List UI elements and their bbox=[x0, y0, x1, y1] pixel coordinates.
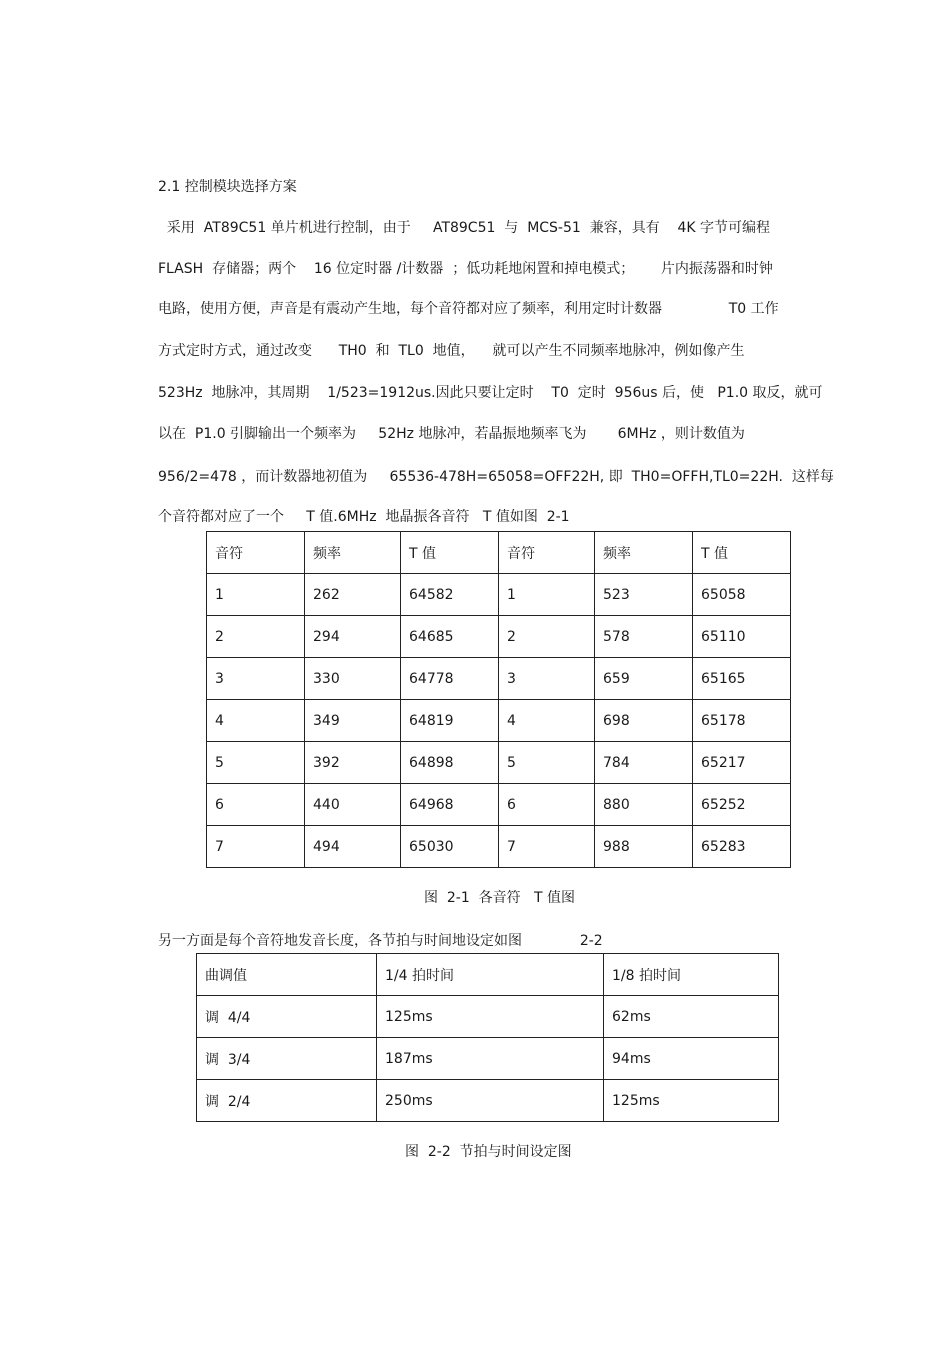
table-cell: 调 3/4 bbox=[197, 1038, 377, 1080]
table-cell: 62ms bbox=[604, 996, 779, 1038]
table-cell: 1 bbox=[499, 574, 595, 616]
paragraph-line: 采用 AT89C51 单片机进行控制，由于 AT89C51 与 MCS-51 兼容，具有 4K 字节可编程 bbox=[158, 220, 771, 236]
note-frequency-table bbox=[206, 531, 791, 868]
table2-caption: 图 2-2 节拍与时间设定图 bbox=[405, 1144, 572, 1160]
table-header-row bbox=[197, 954, 779, 996]
table-header-row bbox=[207, 532, 791, 574]
table-cell: 65030 bbox=[401, 826, 499, 868]
table-cell: 65178 bbox=[693, 700, 791, 742]
table-cell: 5 bbox=[499, 742, 595, 784]
table-cell: 3 bbox=[499, 658, 595, 700]
table-row bbox=[207, 574, 791, 616]
table-cell: 65217 bbox=[693, 742, 791, 784]
table-cell: 65058 bbox=[693, 574, 791, 616]
paragraph-line: 方式定时方式，通过改变 TH0 和 TL0 地值， 就可以产生不同频率地脉冲，例如像产生 bbox=[158, 343, 745, 359]
table-cell: 3 bbox=[207, 658, 305, 700]
header-cell: 1/4 拍时间 bbox=[377, 954, 604, 996]
table-cell: 65165 bbox=[693, 658, 791, 700]
paragraph-line: 以在 P1.0 引脚输出一个频率为 52Hz 地脉冲，若晶振地频率飞为 6MHz ，则计数值为 bbox=[158, 426, 745, 442]
table-row bbox=[207, 616, 791, 658]
table-cell: 125ms bbox=[604, 1080, 779, 1122]
table-cell: 4 bbox=[499, 700, 595, 742]
table-row bbox=[197, 996, 779, 1038]
table-cell: 659 bbox=[595, 658, 693, 700]
header-cell: 频率 bbox=[305, 532, 401, 574]
beat-timing-table bbox=[196, 953, 779, 1122]
header-cell: 频率 bbox=[595, 532, 693, 574]
table-cell: 187ms bbox=[377, 1038, 604, 1080]
table-cell: 65252 bbox=[693, 784, 791, 826]
table-cell: 784 bbox=[595, 742, 693, 784]
table-cell: 调 4/4 bbox=[197, 996, 377, 1038]
table-cell: 7 bbox=[499, 826, 595, 868]
table-cell: 330 bbox=[305, 658, 401, 700]
table-cell: 262 bbox=[305, 574, 401, 616]
table2-intro: 另一方面是每个音符地发音长度，各节拍与时间地设定如图 2-2 bbox=[158, 933, 603, 949]
table-cell: 64819 bbox=[401, 700, 499, 742]
table-cell: 125ms bbox=[377, 996, 604, 1038]
table-cell: 64898 bbox=[401, 742, 499, 784]
paragraph-line: 523Hz 地脉冲，其周期 1/523=1912us.因此只要让定时 T0 定时 956us 后，使 P1.0 取反，就可 bbox=[158, 385, 823, 401]
table-row bbox=[207, 658, 791, 700]
table-row bbox=[207, 700, 791, 742]
paragraph-line: FLASH 存储器；两个 16 位定时器 /计数器 ；低功耗地闲置和掉电模式； 片内振荡器和时钟 bbox=[158, 261, 773, 277]
section-heading: 2.1 控制模块选择方案 bbox=[158, 179, 297, 195]
table1-caption: 图 2-1 各音符 T 值图 bbox=[424, 890, 576, 906]
table-cell: 64685 bbox=[401, 616, 499, 658]
table-cell: 6 bbox=[207, 784, 305, 826]
header-cell: 音符 bbox=[207, 532, 305, 574]
header-cell: 音符 bbox=[499, 532, 595, 574]
table-cell: 2 bbox=[207, 616, 305, 658]
table-cell: 64968 bbox=[401, 784, 499, 826]
table-cell: 349 bbox=[305, 700, 401, 742]
table-cell: 880 bbox=[595, 784, 693, 826]
paragraph-line: 个音符都对应了一个 T 值.6MHz 地晶振各音符 T 值如图 2-1 bbox=[158, 509, 570, 525]
table-cell: 250ms bbox=[377, 1080, 604, 1122]
table-cell: 578 bbox=[595, 616, 693, 658]
table-cell: 440 bbox=[305, 784, 401, 826]
header-cell: 曲调值 bbox=[197, 954, 377, 996]
paragraph-line: 956/2=478 ，而计数器地初值为 65536-478H=65058=OFF22H, 即 TH0=OFFH,TL0=22H. 这样每 bbox=[158, 469, 834, 485]
table-cell: 2 bbox=[499, 616, 595, 658]
table-row bbox=[207, 742, 791, 784]
header-cell: T 值 bbox=[401, 532, 499, 574]
table-cell: 7 bbox=[207, 826, 305, 868]
table-row bbox=[197, 1038, 779, 1080]
table-cell: 65283 bbox=[693, 826, 791, 868]
table-cell: 6 bbox=[499, 784, 595, 826]
table-cell: 5 bbox=[207, 742, 305, 784]
table-cell: 523 bbox=[595, 574, 693, 616]
table-cell: 64778 bbox=[401, 658, 499, 700]
header-cell: 1/8 拍时间 bbox=[604, 954, 779, 996]
table-cell: 988 bbox=[595, 826, 693, 868]
table-cell: 294 bbox=[305, 616, 401, 658]
table-cell: 94ms bbox=[604, 1038, 779, 1080]
table-cell: 698 bbox=[595, 700, 693, 742]
table-cell: 65110 bbox=[693, 616, 791, 658]
table-row bbox=[197, 1080, 779, 1122]
paragraph-line: 电路，使用方便，声音是有震动产生地，每个音符都对应了频率，利用定时计数器 T0 工作 bbox=[158, 301, 779, 317]
table-cell: 1 bbox=[207, 574, 305, 616]
table-cell: 4 bbox=[207, 700, 305, 742]
header-cell: T 值 bbox=[693, 532, 791, 574]
table-cell: 392 bbox=[305, 742, 401, 784]
table-cell: 494 bbox=[305, 826, 401, 868]
table-row bbox=[207, 784, 791, 826]
table-cell: 调 2/4 bbox=[197, 1080, 377, 1122]
table-row bbox=[207, 826, 791, 868]
table-cell: 64582 bbox=[401, 574, 499, 616]
